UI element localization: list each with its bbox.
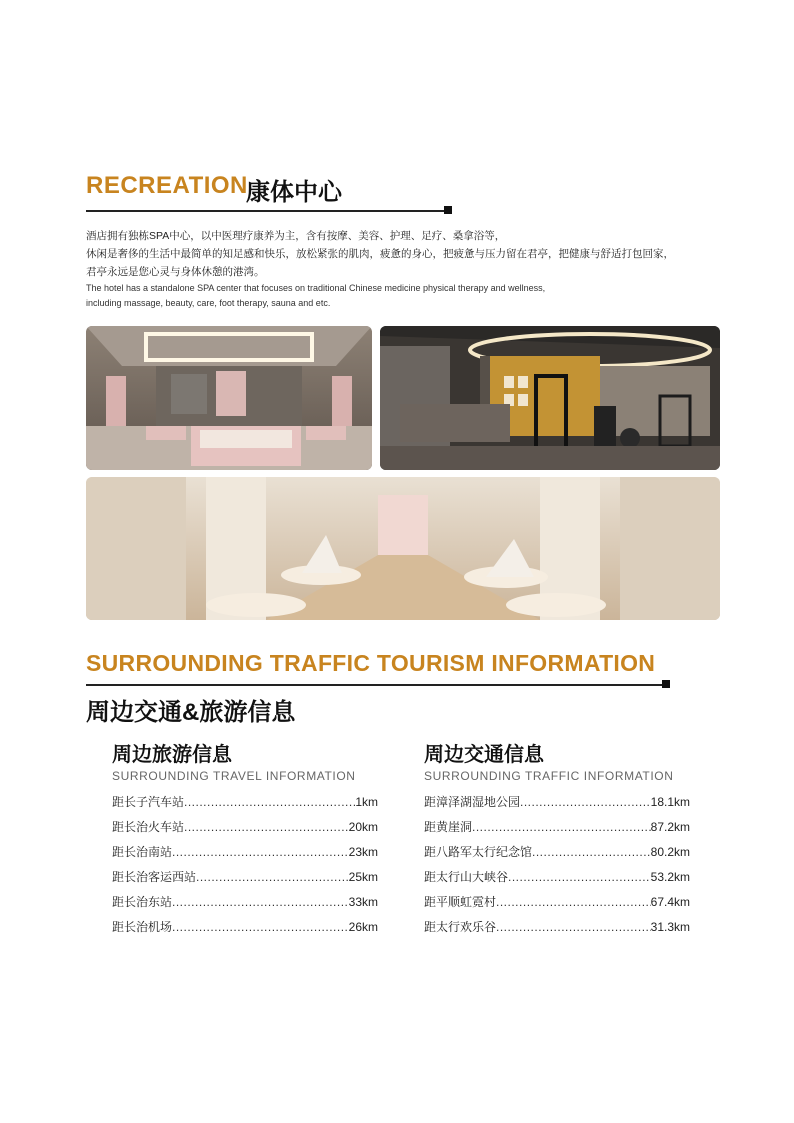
traffic-distance: 53.2km (650, 870, 690, 884)
list-item (424, 868, 690, 884)
traffic-label: 距漳泽湖湿地公园 (424, 795, 521, 809)
surrounding-divider (86, 684, 666, 686)
surrounding-divider-end (662, 680, 670, 688)
travel-label: 距长治东站 (112, 895, 173, 909)
traffic-distance: 80.2km (650, 845, 690, 859)
list-item (112, 818, 378, 834)
recreation-desc-en-1: The hotel has a standalone SPA center that focuses on traditional Chinese medicine physical therapy and wellness, (86, 283, 546, 293)
traffic-distance: 67.4km (650, 895, 690, 909)
list-item (424, 818, 690, 834)
recreation-desc-zh-1: 酒店拥有独栋SPA中心，以中医理疗康养为主，含有按摩、美容、护理、足疗、桑拿浴等， (86, 230, 506, 242)
travel-subtitle: SURROUNDING TRAVEL INFORMATION (112, 769, 356, 783)
traffic-label: 距八路军太行纪念馆 (424, 845, 533, 859)
list-item (424, 793, 690, 809)
recreation-divider (86, 210, 448, 212)
recreation-divider-end (444, 206, 452, 214)
travel-distance: 23km (348, 845, 378, 859)
recreation-title-en: RECREATION (86, 172, 248, 199)
list-item (112, 868, 378, 884)
recreation-desc-en-2: including massage, beauty, care, foot therapy, sauna and etc. (86, 298, 331, 308)
travel-distance: 26km (348, 920, 378, 934)
traffic-distance: 87.2km (650, 820, 690, 834)
traffic-title: 周边交通信息 (424, 744, 544, 766)
travel-label: 距长治火车站 (112, 820, 185, 834)
traffic-label: 距平顺虹霓村 (424, 895, 497, 909)
list-item (112, 918, 378, 934)
recreation-desc-zh-2: 休闲是奢侈的生活中最简单的知足感和快乐，放松紧张的肌肉，疲惫的身心，把疲惫与压力留在君亭，把健康与舒适打包回家， (86, 248, 674, 260)
traffic-label: 距黄崖洞 (424, 820, 473, 834)
travel-distance: 1km (355, 795, 378, 809)
list-item (112, 843, 378, 859)
travel-distance: 20km (348, 820, 378, 834)
travel-title: 周边旅游信息 (112, 744, 232, 766)
surrounding-title-zh: 周边交通&旅游信息 (86, 699, 296, 726)
traffic-distance: 31.3km (650, 920, 690, 934)
traffic-label: 距太行欢乐谷 (424, 920, 497, 934)
travel-label: 距长子汽车站 (112, 795, 185, 809)
relaxation-hall-photo (86, 477, 720, 620)
travel-distance: 33km (348, 895, 378, 909)
recreation-desc-zh-3: 君亭永远是您心灵与身体休憩的港湾。 (86, 266, 265, 278)
travel-distance: 25km (348, 870, 378, 884)
traffic-list (424, 793, 690, 934)
surrounding-title-en: SURROUNDING TRAFFIC TOURISM INFORMATION (86, 650, 656, 676)
list-item (424, 918, 690, 934)
spa-pool-photo (86, 326, 372, 470)
travel-label: 距长治机场 (112, 920, 173, 934)
list-item (424, 893, 690, 909)
list-item (112, 793, 378, 809)
recreation-title-zh: 康体中心 (246, 179, 342, 206)
travel-label: 距长治南站 (112, 845, 173, 859)
traffic-distance: 18.1km (650, 795, 690, 809)
travel-list (112, 793, 378, 934)
traffic-label: 距太行山大峡谷 (424, 870, 509, 884)
list-item (424, 843, 690, 859)
traffic-subtitle: SURROUNDING TRAFFIC INFORMATION (424, 769, 674, 783)
list-item (112, 893, 378, 909)
travel-label: 距长治客运西站 (112, 870, 197, 884)
gym-photo (380, 326, 720, 470)
